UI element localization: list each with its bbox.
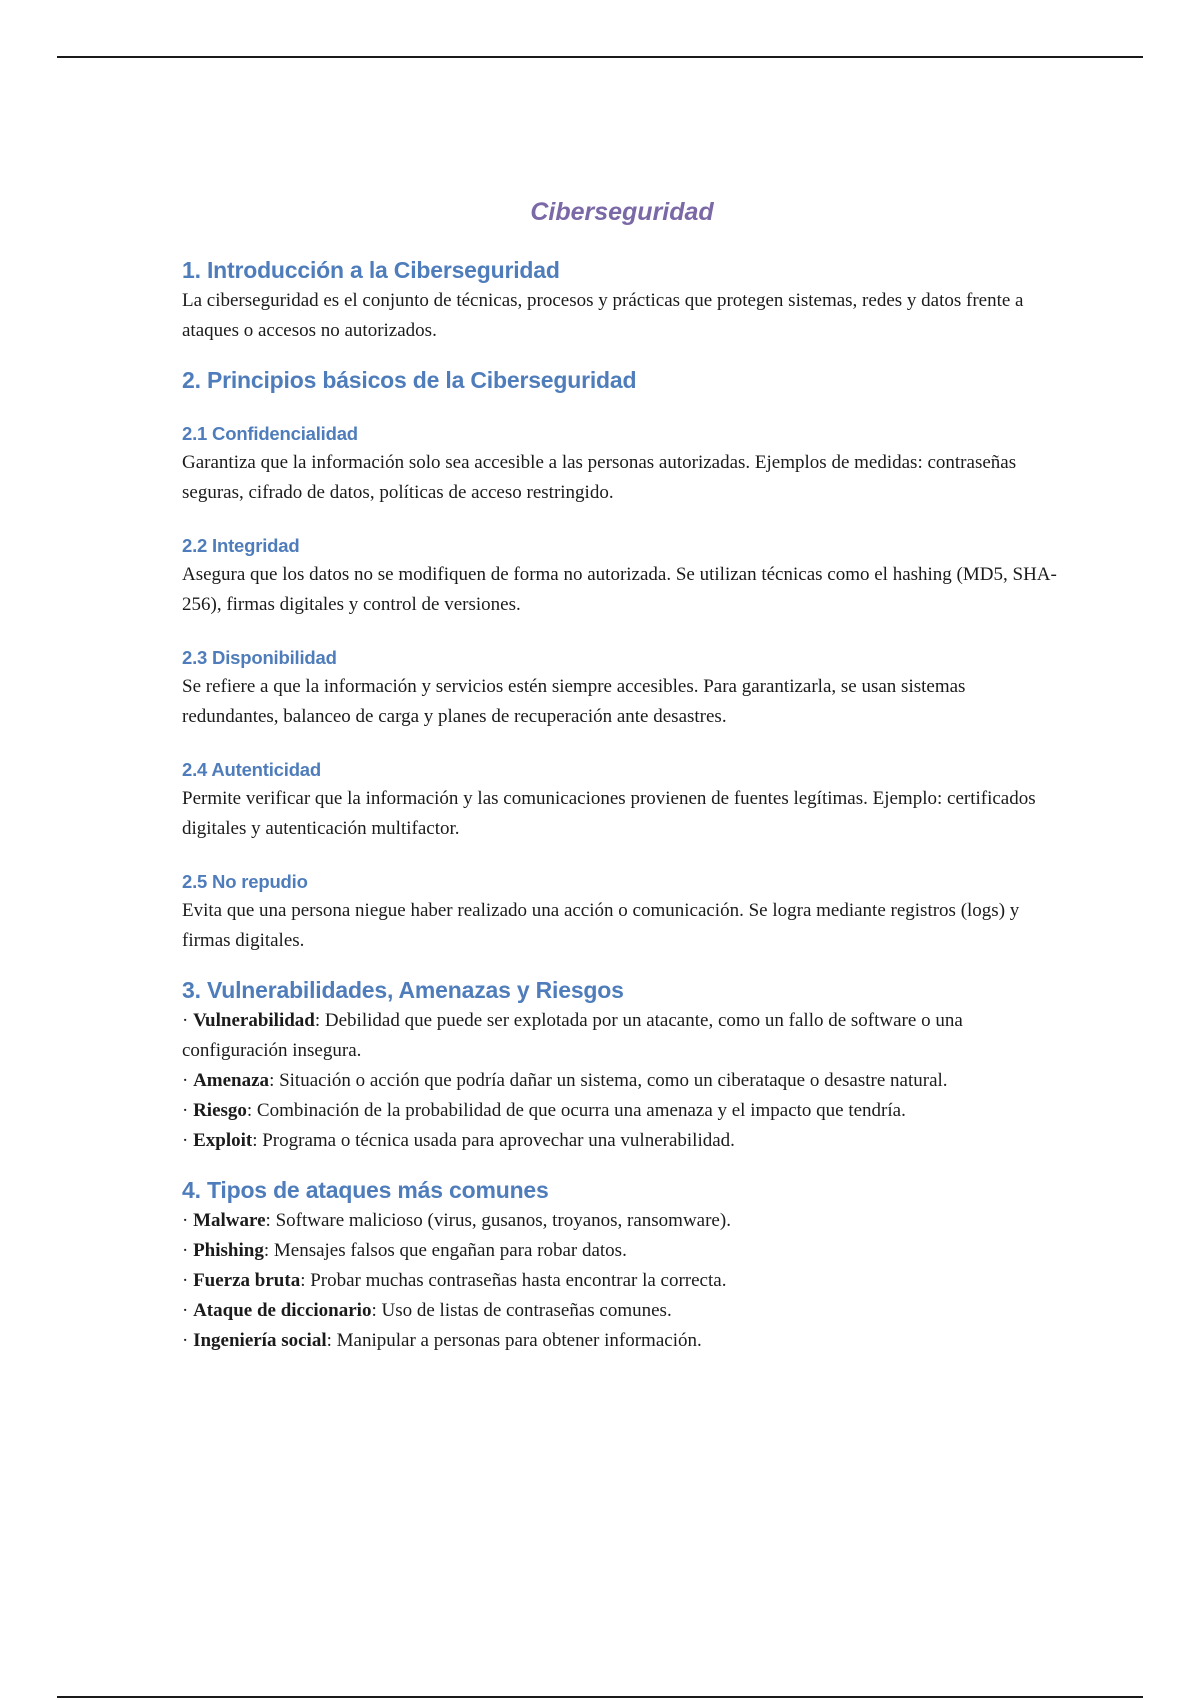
bullet: · <box>182 1330 189 1351</box>
bullet: · <box>182 1100 189 1121</box>
term: Ingeniería social <box>193 1330 327 1351</box>
bullet: · <box>182 1240 189 1261</box>
subsection-authenticity <box>182 756 1062 844</box>
subsection-confidentiality <box>182 420 1062 508</box>
list-item <box>182 1236 1062 1266</box>
term-description: : Probar muchas contraseñas hasta encontrar la correcta. <box>300 1270 727 1291</box>
footer-rule <box>57 1696 1143 1698</box>
subsection-paragraph: Permite verificar que la información y las comunicaciones provienen de fuentes legítimas. Ejemplo: certificados digitales y autenticación multifactor. <box>182 788 1036 839</box>
subsection-paragraph: Se refiere a que la información y servicios estén siempre accesibles. Para garantizarla, se usan sistemas redundantes, balanceo de carga y planes de recuperación ante desastres. <box>182 676 966 727</box>
term-description: : Mensajes falsos que engañan para robar datos. <box>263 1240 627 1261</box>
term: Riesgo <box>193 1100 247 1121</box>
term-description: : Debilidad que puede ser explotada por un atacante, como un fallo de software o una configuración insegura. <box>182 1010 963 1061</box>
list-item <box>182 1206 1062 1236</box>
bullet: · <box>182 1270 189 1291</box>
bullet: · <box>182 1070 189 1091</box>
subsection-paragraph: Garantiza que la información solo sea accesible a las personas autorizadas. Ejemplos de medidas: contraseñas seguras, cifrado de datos, políticas de acceso restringido. <box>182 452 1017 503</box>
bullet: · <box>182 1010 189 1031</box>
section-attack-types <box>182 1174 1062 1356</box>
subsection-non-repudiation <box>182 868 1062 956</box>
list-item <box>182 1006 1062 1066</box>
document-page <box>182 192 1062 1356</box>
header-rule <box>57 56 1143 58</box>
list-item <box>182 1096 1062 1126</box>
subsection-heading: 2.4 Autenticidad <box>182 759 322 780</box>
section-heading: 4. Tipos de ataques más comunes <box>182 1177 549 1203</box>
bullet: · <box>182 1210 189 1231</box>
subsection-integrity <box>182 532 1062 620</box>
term: Malware <box>193 1210 266 1231</box>
section-introduction <box>182 254 1062 346</box>
section-heading: 1. Introducción a la Ciberseguridad <box>182 257 560 283</box>
bullet: · <box>182 1130 189 1151</box>
list-item <box>182 1326 1062 1356</box>
list-item <box>182 1066 1062 1096</box>
document-title: Ciberseguridad <box>530 198 714 226</box>
term: Fuerza bruta <box>193 1270 301 1291</box>
term-description: : Uso de listas de contraseñas comunes. <box>371 1300 672 1321</box>
section-paragraph: La ciberseguridad es el conjunto de técnicas, procesos y prácticas que protegen sistemas, redes y datos frente a ataques o accesos no autorizados. <box>182 290 1024 341</box>
subsection-heading: 2.5 No repudio <box>182 871 308 892</box>
list-item <box>182 1126 1062 1156</box>
subsection-availability <box>182 644 1062 732</box>
term: Exploit <box>193 1130 253 1151</box>
term-description: : Combinación de la probabilidad de que ocurra una amenaza y el impacto que tendría. <box>246 1100 906 1121</box>
section-heading: 2. Principios básicos de la Ciberseguridad <box>182 367 637 393</box>
list-item <box>182 1296 1062 1326</box>
definition-list <box>182 1006 1062 1156</box>
term: Vulnerabilidad <box>193 1010 315 1031</box>
term: Amenaza <box>193 1070 270 1091</box>
subsection-heading: 2.3 Disponibilidad <box>182 647 337 668</box>
section-heading: 3. Vulnerabilidades, Amenazas y Riesgos <box>182 977 624 1003</box>
section-principles <box>182 364 1062 956</box>
subsection-heading: 2.2 Integridad <box>182 535 300 556</box>
list-item <box>182 1266 1062 1296</box>
term-description: : Manipular a personas para obtener información. <box>326 1330 702 1351</box>
subsection-paragraph: Evita que una persona niegue haber realizado una acción o comunicación. Se logra mediante registros (logs) y firmas digitales. <box>182 900 1020 951</box>
subsection-paragraph: Asegura que los datos no se modifiquen de forma no autorizada. Se utilizan técnicas como el hashing (MD5, SHA-256), firmas digitales y control de versiones. <box>182 564 1057 615</box>
bullet: · <box>182 1300 189 1321</box>
term: Ataque de diccionario <box>193 1300 372 1321</box>
attack-list <box>182 1206 1062 1356</box>
section-vulnerabilities <box>182 974 1062 1156</box>
subsection-heading: 2.1 Confidencialidad <box>182 423 358 444</box>
term: Phishing <box>193 1240 264 1261</box>
term-description: : Programa o técnica usada para aprovechar una vulnerabilidad. <box>252 1130 735 1151</box>
term-description: : Software malicioso (virus, gusanos, troyanos, ransomware). <box>265 1210 731 1231</box>
term-description: : Situación o acción que podría dañar un sistema, como un ciberataque o desastre natural. <box>269 1070 948 1091</box>
